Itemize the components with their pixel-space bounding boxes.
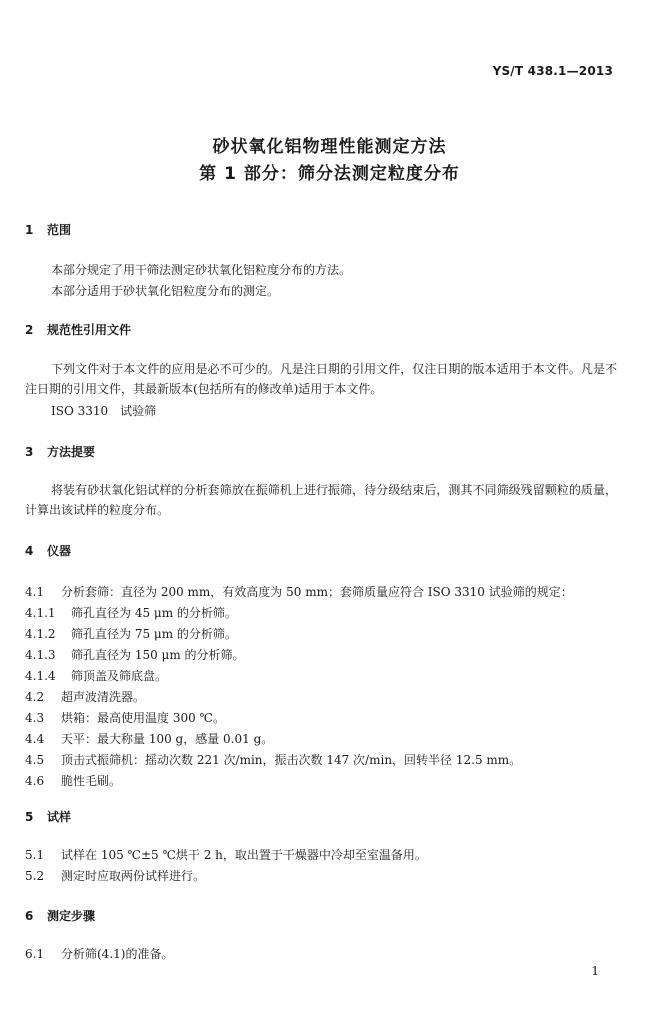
- item-text: 脆性毛刷。: [61, 774, 122, 788]
- list-item: [25, 687, 145, 707]
- item-number: 4.2: [25, 690, 45, 704]
- item-text: 筛孔直径为 45 μm 的分析筛。: [71, 606, 237, 620]
- item-text: 分析筛(4.1)的准备。: [61, 947, 174, 961]
- list-item: [25, 729, 273, 749]
- section-1-heading: [25, 221, 71, 238]
- item-number: 4.6: [25, 774, 45, 788]
- section-number: 2: [25, 323, 34, 337]
- paragraph: 下列文件对于本文件的应用是必不可少的。凡是注日期的引用文件，仅注日期的版本适用于本文件。凡是不注日期的引用文件，其最新版本(包括所有的修改单)适用于本文件。: [25, 362, 617, 396]
- list-item: [25, 666, 167, 686]
- section-number: 4: [25, 544, 34, 558]
- paragraph: 本部分规定了用干筛法测定砂状氧化铝粒度分布的方法。: [51, 263, 352, 277]
- item-number: 4.5: [25, 753, 45, 767]
- section-title: 规范性引用文件: [47, 323, 132, 337]
- section-title: 测定步骤: [47, 909, 96, 923]
- section-number: 6: [25, 909, 34, 923]
- item-number: 5.1: [25, 848, 45, 862]
- item-number: 6.1: [25, 947, 45, 961]
- item-number: 4.1.2: [25, 627, 56, 641]
- item-text: 筛顶盖及筛底盘。: [71, 669, 168, 683]
- section-title: 仪器: [47, 544, 72, 558]
- item-text: 试样在 105 ℃±5 ℃烘干 2 h，取出置于干燥器中冷却至室温备用。: [61, 848, 427, 862]
- standard-code: YS/T 438.1—2013: [492, 64, 613, 78]
- item-text: 筛孔直径为 75 μm 的分析筛。: [71, 627, 237, 641]
- item-text: 测定时应取两份试样进行。: [61, 869, 206, 883]
- document-title: 砂状氧化铝物理性能测定方法: [212, 137, 447, 157]
- item-text: 分析套筛：直径为 200 mm，有效高度为 50 mm；套筛质量应符合 ISO 3310 试验筛的规定：: [61, 585, 573, 599]
- list-item: [25, 944, 173, 964]
- section-3-heading: [25, 443, 95, 460]
- list-item: [25, 708, 225, 728]
- item-number: 4.1.3: [25, 648, 56, 662]
- list-item: [25, 845, 427, 865]
- item-number: 4.4: [25, 732, 45, 746]
- list-item: [25, 582, 573, 602]
- item-number: 4.1.1: [25, 606, 56, 620]
- section-6-heading: [25, 907, 95, 924]
- list-item: [25, 750, 521, 770]
- reference-entry: ISO 3310 试验筛: [51, 404, 157, 418]
- item-number: 4.1.4: [25, 669, 56, 683]
- paragraph: 将装有砂状氧化铝试样的分析套筛放在振筛机上进行振筛，待分级结束后，测其不同筛级残留颗粒的质量，计算出该试样的粒度分布。: [25, 483, 617, 517]
- list-item: [25, 624, 237, 644]
- section-number: 5: [25, 810, 34, 824]
- section-title: 试样: [47, 810, 72, 824]
- list-item: [25, 866, 205, 886]
- page-number: 1: [591, 964, 599, 978]
- list-item: [25, 603, 237, 623]
- section-5-heading: [25, 808, 71, 825]
- item-text: 天平：最大称量 100 g，感量 0.01 g。: [61, 732, 274, 746]
- item-text: 顶击式振筛机：摇动次数 221 次/min，振击次数 147 次/min，回转半径 12.5 mm。: [61, 753, 522, 767]
- section-4-heading: [25, 542, 71, 559]
- section-2-heading: [25, 321, 131, 338]
- item-text: 烘箱：最高使用温度 300 ℃。: [61, 711, 225, 725]
- paragraph: 本部分适用于砂状氧化铝粒度分布的测定。: [51, 284, 280, 298]
- list-item: [25, 645, 245, 665]
- section-title: 范围: [47, 223, 72, 237]
- item-number: 4.3: [25, 711, 45, 725]
- document-subtitle: 第 1 部分：筛分法测定粒度分布: [199, 164, 460, 184]
- section-title: 方法提要: [47, 445, 96, 459]
- section-number: 1: [25, 223, 34, 237]
- item-number: 5.2: [25, 869, 45, 883]
- list-item: [25, 771, 121, 791]
- item-text: 超声波清洗器。: [61, 690, 146, 704]
- item-number: 4.1: [25, 585, 45, 599]
- section-number: 3: [25, 445, 34, 459]
- item-text: 筛孔直径为 150 μm 的分析筛。: [71, 648, 245, 662]
